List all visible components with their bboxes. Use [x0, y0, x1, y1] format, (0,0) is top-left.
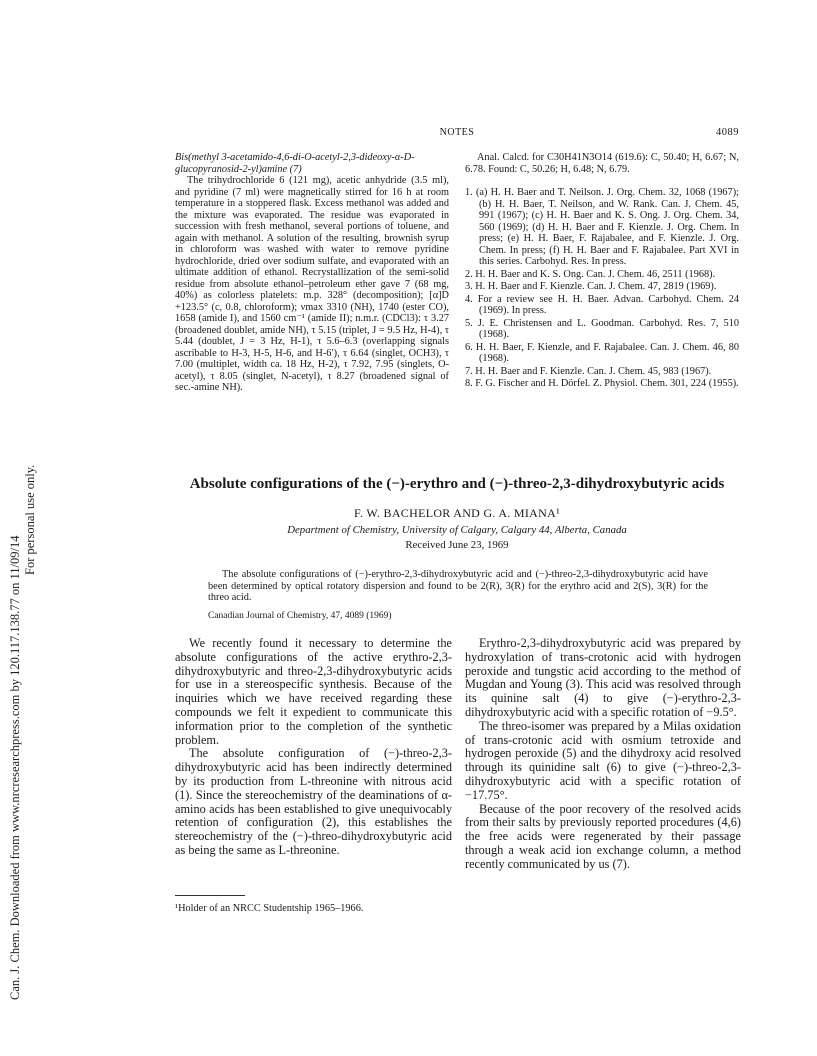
body-paragraph: Because of the poor recovery of the resolved acids from their salts by previously reported procedures (4,6) the free acids were regenerated by their passage through a weak acid ion exchange column, a method recently communicated by us (7). — [465, 801, 741, 871]
compound-heading: Bis(methyl 3-acetamido-4,6-di-O-acetyl-2,3-dideoxy-α-D-glucopyranosid-2-yl)amine (7) — [175, 152, 415, 175]
body-paragraph: The absolute configuration of (−)-threo-2,3-dihydroxybutyric acid has been indirectly determined by its production from L-threonine with nitrous acid (1). Since the stereochemistry of the deaminations of α-amino acids has been established to give unequivocably retention of configuration (2), this establishes the stereochemistry of the (−)-threo-dihydroxybutyric acid as being the same as L-threonine. — [175, 746, 452, 857]
reference-item: 3. H. H. Baer and F. Kienzle. Can. J. Chem. 47, 2819 (1969). — [465, 281, 717, 292]
abstract: The absolute configurations of (−)-erythro-2,3-dihydroxybutyric acid and (−)-threo-2,3-dihydroxybutyric acid have been determined by optical rotatory dispersion and found to be 2(R), 3(R) for the erythro acid and 2(S), 3(R) for the threo acid. — [208, 569, 708, 603]
reference-item: 7. H. H. Baer and F. Kienzle. Can. J. Chem. 45, 983 (1967). — [465, 365, 712, 377]
page-number: 4089 — [716, 127, 739, 138]
footnote-divider — [175, 895, 245, 896]
download-notice — [8, 465, 38, 1000]
download-source-line: Can. J. Chem. Downloaded from www.nrcresearchpress.com by 120.117.138.77 on 11/09/14 — [8, 535, 22, 1000]
body-paragraph: We recently found it necessary to determine the absolute configurations of the active erythro-2,3-dihydroxybutyric and threo-2,3-dihydroxybutyric acids for use in a stereospecific synthesis. Because of the inquiries which we have received regarding these compounds we felt it expedient to communicate this information prior to the completion of the synthetic problem. — [175, 636, 452, 747]
analysis-and-references — [465, 152, 739, 391]
download-watermark — [0, 0, 40, 1056]
body-paragraph: The threo-isomer was prepared by a Milas oxidation of trans-crotonic acid with osmium tetroxide and hydrogen peroxide (5) and the dihydroxy acid resolved through its quinidine salt (6) to give (−)-threo-2,3-dihydroxybutyric acid with a specific rotation of −17.75°. — [465, 718, 741, 802]
running-header — [175, 127, 739, 141]
experimental-section — [175, 152, 449, 394]
elemental-analysis: Anal. Calcd. for C30H41N3O14 (619.6): C, 50.40; H, 6.67; N, 6.78. Found: C, 50.26; H, 6.48; N, 6.79. — [465, 152, 739, 175]
article-title: Absolute configurations of the (−)-erythro and (−)-threo-2,3-dihydroxybutyric acids — [189, 476, 725, 492]
reference-item: 6. H. H. Baer, F. Kienzle, and F. Rajabalee. Can. J. Chem. 46, 80 (1968). — [465, 341, 739, 364]
body-paragraph: Erythro-2,3-dihydroxybutyric acid was prepared by hydroxylation of trans-crotonic acid with hydrogen peroxide and tungstic acid according to the method of Mugdan and Young (3). This acid was resolved through its quinine salt (4) to give (−)-erythro-2,3-dihydroxybutyric acid with a specific rotation of −9.5°. — [465, 636, 741, 719]
body-column-right — [465, 637, 741, 872]
reference-item: 8. F. G. Fischer and H. Dörfel. Z. Physiol. Chem. 301, 224 (1955). — [465, 378, 739, 389]
journal-citation: Canadian Journal of Chemistry, 47, 4089 (1969) — [208, 611, 392, 621]
footnote: ¹Holder of an NRCC Studentship 1965–1966. — [175, 903, 364, 914]
article-header — [175, 476, 739, 551]
author-affiliation: Department of Chemistry, University of Calgary, Calgary 44, Alberta, Canada — [287, 524, 627, 536]
reference-item: 2. H. H. Baer and K. S. Ong. Can. J. Chem. 46, 2511 (1968). — [465, 268, 716, 280]
experimental-paragraph: The trihydrochloride 6 (121 mg), acetic anhydride (3.5 ml), and pyridine (7 ml) were magnetically stirred for 16 h at room temperature in a stoppered flask. Excess methanol was added and the mixture was evaporated. The residue was evaporated in succession with fresh methanol, several portions of toluene, and again with methanol. A solution of the resulting, brownish syrup in chloroform was washed with water to remove pyridine hydrochloride, dried over sodium sulfate, and evaporated with an ultimate addition of ethanol. Recrystallization of the semi-solid residue from absolute ethanol–petroleum ether gave 7 (68 mg, 40%) as colorless platelets: m.p. 328° (decomposition); [α]D +123.5° (c, 0.8, chloroform); νmax 3310 (NH), 1740 (ester CO), 1658 (amide I), and 1560 cm⁻¹ (amide II); n.m.r. (CDCl3): τ 3.27 (broadened doublet, amide NH), τ 5.15 (triplet, J = 9.5 Hz, H-4), τ 5.44 (doublet, J = 3 Hz, H-1), τ 5.6–6.3 (overlapping signals ascribable to H-3, H-5, H-6, and H-6′), τ 6.64 (singlet, OCH3), τ 7.00 (multiplet, width ca. 18 Hz, H-2), τ 7.92, 7.95 (singlets, O-acetyl), τ 8.05 (singlet, N-acetyl), τ 8.27 (broadened signal of sec.-amine NH). — [175, 175, 449, 393]
personal-use-line: For personal use only. — [23, 464, 37, 575]
section-label: NOTES — [439, 127, 475, 138]
received-date: Received June 23, 1969 — [405, 539, 509, 551]
reference-item: 5. J. E. Christensen and L. Goodman. Carbohyd. Res. 7, 510 (1968). — [465, 317, 739, 340]
article-authors: F. W. BACHELOR AND G. A. MIANA¹ — [354, 506, 560, 520]
reference-item: 4. For a review see H. H. Baer. Advan. Carbohyd. Chem. 24 (1969). In press. — [465, 293, 739, 316]
reference-item: 1. (a) H. H. Baer and T. Neilson. J. Org. Chem. 32, 1068 (1967); (b) H. H. Baer, T. Neilson, and W. Rank. Can. J. Chem. 45, 991 (1967); (c) H. H. Baer and K. S. Ong. J. Org. Chem. 34, 560 (1969); (d) H. H. Baer and F. Kienzle. J. Org. Chem. In press; (e) H. H. Baer, F. Rajabalee, and F. Kienzle. J. Org. Chem. In press; (f) H. H. Baer and F. Rajabalee. Part XVI in this series. Carbohyd. Res. In press. — [465, 187, 739, 267]
body-column-left — [175, 637, 452, 858]
reference-list — [465, 187, 739, 390]
